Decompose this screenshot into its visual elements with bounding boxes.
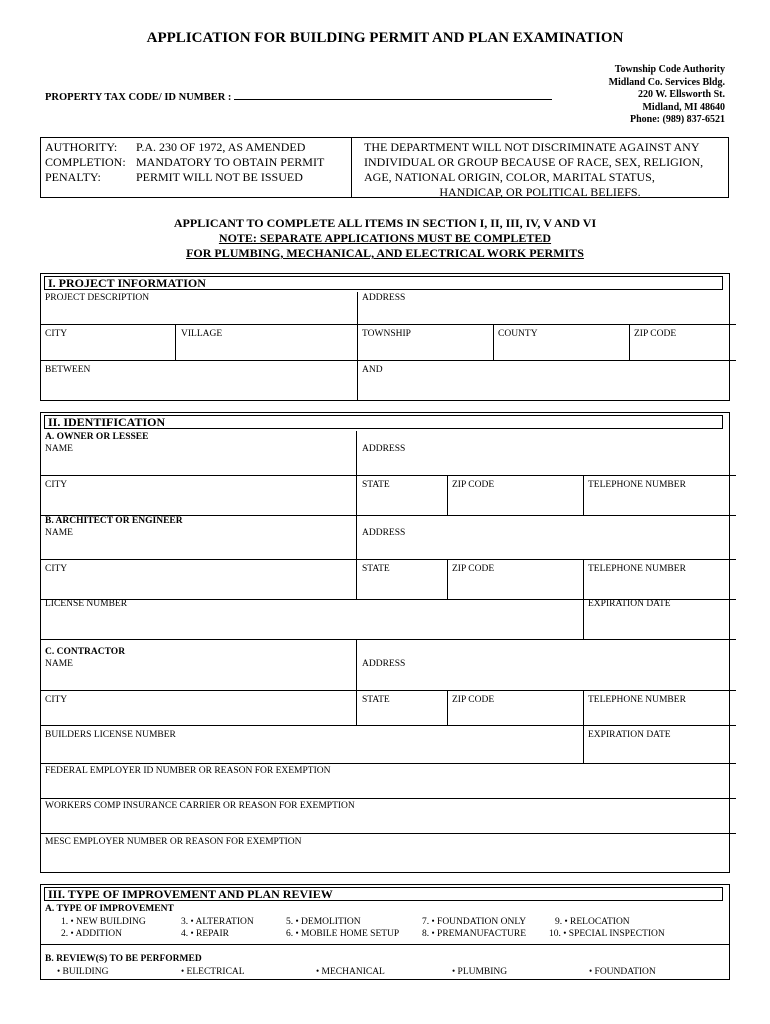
improvement-heading: A. TYPE OF IMPROVEMENT (45, 904, 174, 914)
project-village-field[interactable]: VILLAGE (181, 329, 223, 339)
owner-zip-field[interactable]: ZIP CODE (452, 480, 495, 490)
office-phone: Phone: (989) 837-6521 (630, 114, 725, 126)
option-label: BUILDING (62, 967, 109, 977)
property-tax-code-row (45, 89, 552, 103)
bullet-icon: • (70, 916, 74, 926)
nondiscrimination-line: INDIVIDUAL OR GROUP BECAUSE OF RACE, SEX, RELIGION, (364, 155, 704, 169)
architect-state-field[interactable]: STATE (362, 564, 390, 574)
instructions-line: APPLICANT TO COMPLETE ALL ITEMS IN SECTION I, II, III, IV, V AND VI (173, 216, 597, 230)
divider (493, 324, 494, 360)
option-number: 1. (61, 917, 69, 927)
contractor-address-field[interactable]: ADDRESS (362, 659, 406, 669)
option-label: PREMANUFACTURE (437, 929, 527, 939)
separate-applications-note-2: FOR PLUMBING, MECHANICAL, AND ELECTRICAL WORK PERMITS (186, 246, 584, 260)
section-identification (40, 412, 730, 873)
owner-name-field[interactable]: NAME (45, 444, 73, 454)
penalty-key: PENALTY: (45, 170, 101, 184)
divider (175, 324, 176, 360)
bullet-icon: • (295, 928, 299, 938)
option-label: ELECTRICAL (186, 967, 245, 977)
architect-city-field[interactable]: CITY (45, 564, 68, 574)
architect-heading: B. ARCHITECT OR ENGINEER (45, 516, 183, 526)
owner-address-field[interactable]: ADDRESS (362, 444, 406, 454)
bullet-icon: • (563, 928, 567, 938)
improvement-repair[interactable] (181, 928, 229, 940)
option-label: NEW BUILDING (76, 917, 146, 927)
completion-key: COMPLETION: (45, 155, 126, 169)
divider (41, 798, 736, 799)
divider (583, 475, 584, 515)
option-label: ALTERATION (195, 917, 254, 927)
bullet-icon: • (589, 966, 593, 976)
owner-city-field[interactable]: CITY (45, 480, 68, 490)
mesc-employer-field[interactable]: MESC EMPLOYER NUMBER OR REASON FOR EXEMPTION (45, 837, 302, 847)
option-number: 6. (286, 929, 294, 939)
review-foundation[interactable] (589, 966, 656, 978)
workers-comp-field[interactable]: WORKERS COMP INSURANCE CARRIER OR REASON FOR EXEMPTION (45, 801, 355, 811)
bullet-icon: • (57, 966, 61, 976)
divider (41, 559, 736, 560)
section-type-of-improvement (40, 884, 730, 980)
improvement-premanufacture[interactable] (422, 928, 526, 940)
architect-telephone-field[interactable]: TELEPHONE NUMBER (588, 564, 686, 574)
contractor-state-field[interactable]: STATE (362, 695, 390, 705)
option-label: MOBILE HOME SETUP (301, 929, 400, 939)
improvement-new-building[interactable] (61, 916, 146, 928)
project-description-field[interactable]: PROJECT DESCRIPTION (45, 293, 150, 303)
notice-box (40, 137, 729, 198)
improvement-relocation[interactable] (555, 916, 630, 928)
property-tax-code-field[interactable] (234, 89, 552, 100)
architect-license-field[interactable]: LICENSE NUMBER (45, 599, 128, 609)
contractor-expiration-field[interactable]: EXPIRATION DATE (588, 730, 671, 740)
bullet-icon: • (190, 916, 194, 926)
divider (41, 639, 736, 640)
project-and-field[interactable]: AND (362, 365, 383, 375)
review-building[interactable] (57, 966, 108, 978)
option-label: DEMOLITION (301, 917, 361, 927)
bullet-icon: • (452, 966, 456, 976)
divider (583, 690, 584, 763)
divider (447, 559, 448, 599)
reviews-heading: B. REVIEW(S) TO BE PERFORMED (45, 954, 202, 964)
divider (357, 292, 358, 401)
option-label: PLUMBING (457, 967, 508, 977)
review-electrical[interactable] (181, 966, 245, 978)
federal-employer-id-field[interactable]: FEDERAL EMPLOYER ID NUMBER OR REASON FOR EXEMPTION (45, 766, 331, 776)
improvement-mobile-home-setup[interactable] (286, 928, 399, 940)
owner-heading: A. OWNER OR LESSEE (45, 432, 149, 442)
architect-zip-field[interactable]: ZIP CODE (452, 564, 495, 574)
improvement-special-inspection[interactable] (549, 928, 665, 940)
project-address-field[interactable]: ADDRESS (362, 293, 406, 303)
divider (356, 559, 357, 599)
bullet-icon: • (70, 928, 74, 938)
penalty-value: PERMIT WILL NOT BE ISSUED (136, 170, 303, 184)
section-heading: II. IDENTIFICATION (44, 415, 723, 429)
bullet-icon: • (316, 966, 320, 976)
option-number: 7. (422, 917, 430, 927)
architect-address-field[interactable]: ADDRESS (362, 528, 406, 538)
improvement-alteration[interactable] (181, 916, 254, 928)
option-label: RELOCATION (570, 917, 630, 927)
completion-value: MANDATORY TO OBTAIN PERMIT (136, 155, 325, 169)
divider (41, 833, 736, 834)
contractor-name-field[interactable]: NAME (45, 659, 73, 669)
option-number: 10. (549, 929, 561, 939)
option-number: 9. (555, 917, 563, 927)
architect-name-field[interactable]: NAME (45, 528, 73, 538)
option-label: MECHANICAL (321, 967, 385, 977)
divider (41, 324, 736, 325)
option-label: REPAIR (196, 929, 229, 939)
option-number: 4. (181, 929, 189, 939)
property-tax-code-label: PROPERTY TAX CODE/ ID NUMBER : (45, 92, 232, 103)
authority-value: P.A. 230 OF 1972, AS AMENDED (136, 140, 306, 154)
contractor-city-field[interactable]: CITY (45, 695, 68, 705)
project-zip-field[interactable]: ZIP CODE (634, 329, 677, 339)
section-heading: I. PROJECT INFORMATION (44, 276, 723, 290)
divider (447, 690, 448, 725)
review-mechanical[interactable] (316, 966, 385, 978)
nondiscrimination-statement (352, 138, 728, 197)
option-number: 5. (286, 917, 294, 927)
divider (41, 763, 736, 764)
option-number: 3. (181, 917, 189, 927)
contractor-heading: C. CONTRACTOR (45, 647, 126, 657)
divider (356, 690, 357, 725)
divider (629, 324, 630, 360)
authority-block (41, 138, 352, 197)
separate-applications-note: NOTE: SEPARATE APPLICATIONS MUST BE COMPLETED (218, 231, 552, 245)
office-street: 220 W. Ellsworth St. (638, 89, 725, 101)
project-between-field[interactable]: BETWEEN (45, 365, 91, 375)
office-name: Township Code Authority (614, 64, 725, 75)
improvement-addition[interactable] (61, 928, 122, 940)
option-label: FOUNDATION ONLY (437, 917, 527, 927)
contractor-zip-field[interactable]: ZIP CODE (452, 695, 495, 705)
bullet-icon: • (431, 928, 435, 938)
divider (356, 431, 357, 475)
bullet-icon: • (431, 916, 435, 926)
office-address-block (609, 64, 725, 127)
divider (41, 944, 729, 945)
form-title: APPLICATION FOR BUILDING PERMIT AND PLAN EXAMINATION (146, 30, 624, 46)
bullet-icon: • (564, 916, 568, 926)
option-label: ADDITION (75, 929, 122, 939)
office-building: Midland Co. Services Bldg. (608, 76, 725, 88)
nondiscrimination-line: HANDICAP, OR POLITICAL BELIEFS. (439, 185, 641, 199)
section-heading: III. TYPE OF IMPROVEMENT AND PLAN REVIEW (44, 887, 723, 901)
review-plumbing[interactable] (452, 966, 507, 978)
option-number: 8. (422, 929, 430, 939)
project-county-field[interactable]: COUNTY (498, 329, 538, 339)
improvement-foundation-only[interactable] (422, 916, 526, 928)
divider (41, 725, 736, 726)
builders-license-field[interactable]: BUILDERS LICENSE NUMBER (45, 730, 176, 740)
divider (41, 690, 736, 691)
nondiscrimination-line: THE DEPARTMENT WILL NOT DISCRIMINATE AGAINST ANY (364, 140, 700, 154)
authority-key: AUTHORITY: (45, 140, 118, 154)
bullet-icon: • (181, 966, 185, 976)
section-project-information (40, 273, 730, 401)
divider (41, 475, 736, 476)
divider (356, 639, 357, 690)
option-label: FOUNDATION (594, 967, 656, 977)
architect-expiration-field[interactable]: EXPIRATION DATE (588, 599, 671, 609)
owner-state-field[interactable]: STATE (362, 480, 390, 490)
instructions (0, 216, 770, 261)
office-city: Midland, MI 48640 (642, 101, 725, 113)
option-number: 2. (61, 929, 69, 939)
option-label: SPECIAL INSPECTION (568, 929, 665, 939)
bullet-icon: • (190, 928, 194, 938)
improvement-demolition[interactable] (286, 916, 361, 928)
contractor-telephone-field[interactable]: TELEPHONE NUMBER (588, 695, 686, 705)
bullet-icon: • (295, 916, 299, 926)
divider (447, 475, 448, 515)
project-township-field[interactable]: TOWNSHIP (362, 329, 411, 339)
divider (356, 515, 357, 559)
nondiscrimination-line: AGE, NATIONAL ORIGIN, COLOR, MARITAL STATUS, (364, 170, 655, 184)
divider (41, 360, 736, 361)
owner-telephone-field[interactable]: TELEPHONE NUMBER (588, 480, 686, 490)
project-city-field[interactable]: CITY (45, 329, 68, 339)
divider (356, 475, 357, 515)
